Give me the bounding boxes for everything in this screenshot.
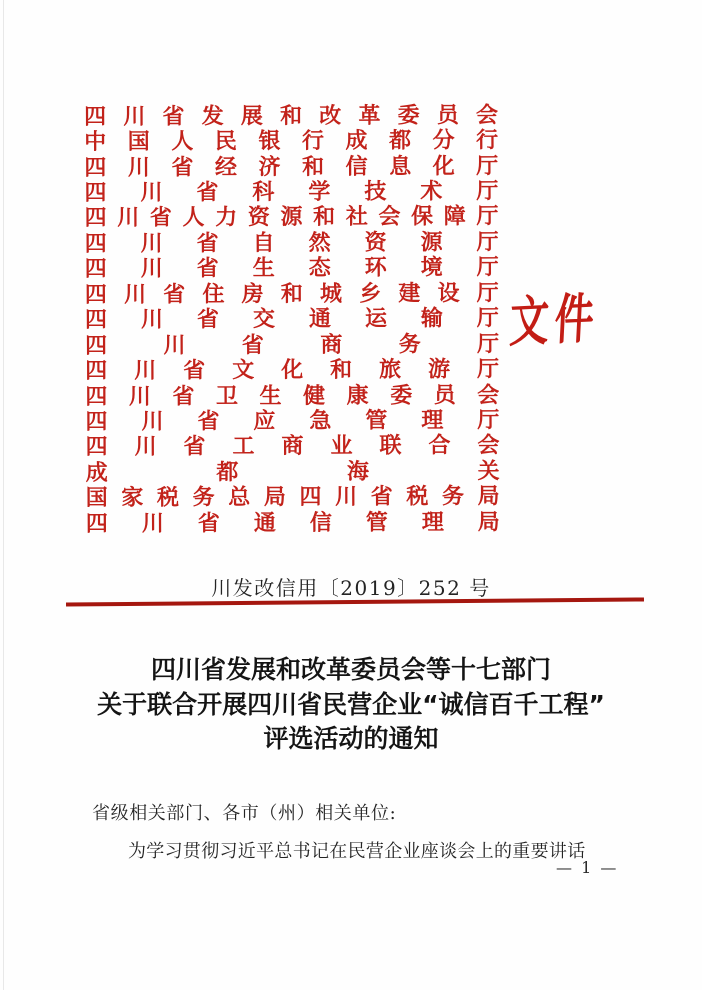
- agency-name-line: 中 国 人 民 银 行 成 都 分 行: [84, 127, 499, 156]
- agency-name-line: 国 家 税 务 总 局 四 川 省 税 务 局: [85, 483, 500, 512]
- agency-name-line: 四 川 省 生 态 环 境 厅: [84, 254, 499, 283]
- title-line-3: 评选活动的通知: [263, 724, 439, 753]
- agency-name-line: 四 川 省 交 通 运 输 厅: [84, 305, 499, 334]
- agency-name-line: 四 川 省 住 房 和 城 乡 建 设 厅: [84, 279, 499, 308]
- agency-name-line: 四 川 省 通 信 管 理 局: [85, 508, 500, 537]
- title-line-2: 关于联合开展四川省民营企业“诚信百千工程”: [97, 689, 605, 719]
- document-title: [0, 653, 702, 757]
- agency-name-line: 四 川 省 发 展 和 改 革 委 员 会: [84, 101, 499, 130]
- agency-name-line: 四 川 省 人 力 资 源 和 社 会 保 障 厅: [84, 203, 499, 232]
- title-line-1: 四川省发展和改革委员会等十七部门: [150, 655, 551, 684]
- agency-name-line: 四 川 省 商 务 厅: [85, 330, 500, 359]
- scan-edge-artifact: [3, 0, 4, 990]
- agency-name-line: 四 川 省 工 商 业 联 合 会: [85, 432, 500, 461]
- agency-name-line: 四 川 省 自 然 资 源 厅: [84, 229, 499, 257]
- agency-name-line: 四 川 省 经 济 和 信 息 化 厅: [84, 152, 499, 181]
- page-number: — 1 —: [556, 858, 619, 877]
- agency-name-line: 四 川 省 应 急 管 理 厅: [85, 407, 500, 435]
- issuing-agencies-list: [84, 102, 500, 536]
- agency-name-line: 四 川 省 科 学 技 术 厅: [84, 178, 499, 206]
- salutation-line: 省级相关部门、各市（州）相关单位:: [92, 803, 397, 824]
- body-paragraph-line: 为学习贯彻习近平总书记在民营企业座谈会上的重要讲话: [128, 841, 586, 862]
- agency-name-line: 四 川 省 文 化 和 旅 游 厅: [85, 356, 500, 384]
- agency-name-line: 四 川 省 卫 生 健 康 委 员 会: [85, 381, 500, 410]
- agency-name-line: 成 都 海 关: [85, 457, 500, 486]
- document-number: 川发改信用〔2019〕252 号: [211, 576, 491, 600]
- document-label: 文件: [508, 285, 602, 354]
